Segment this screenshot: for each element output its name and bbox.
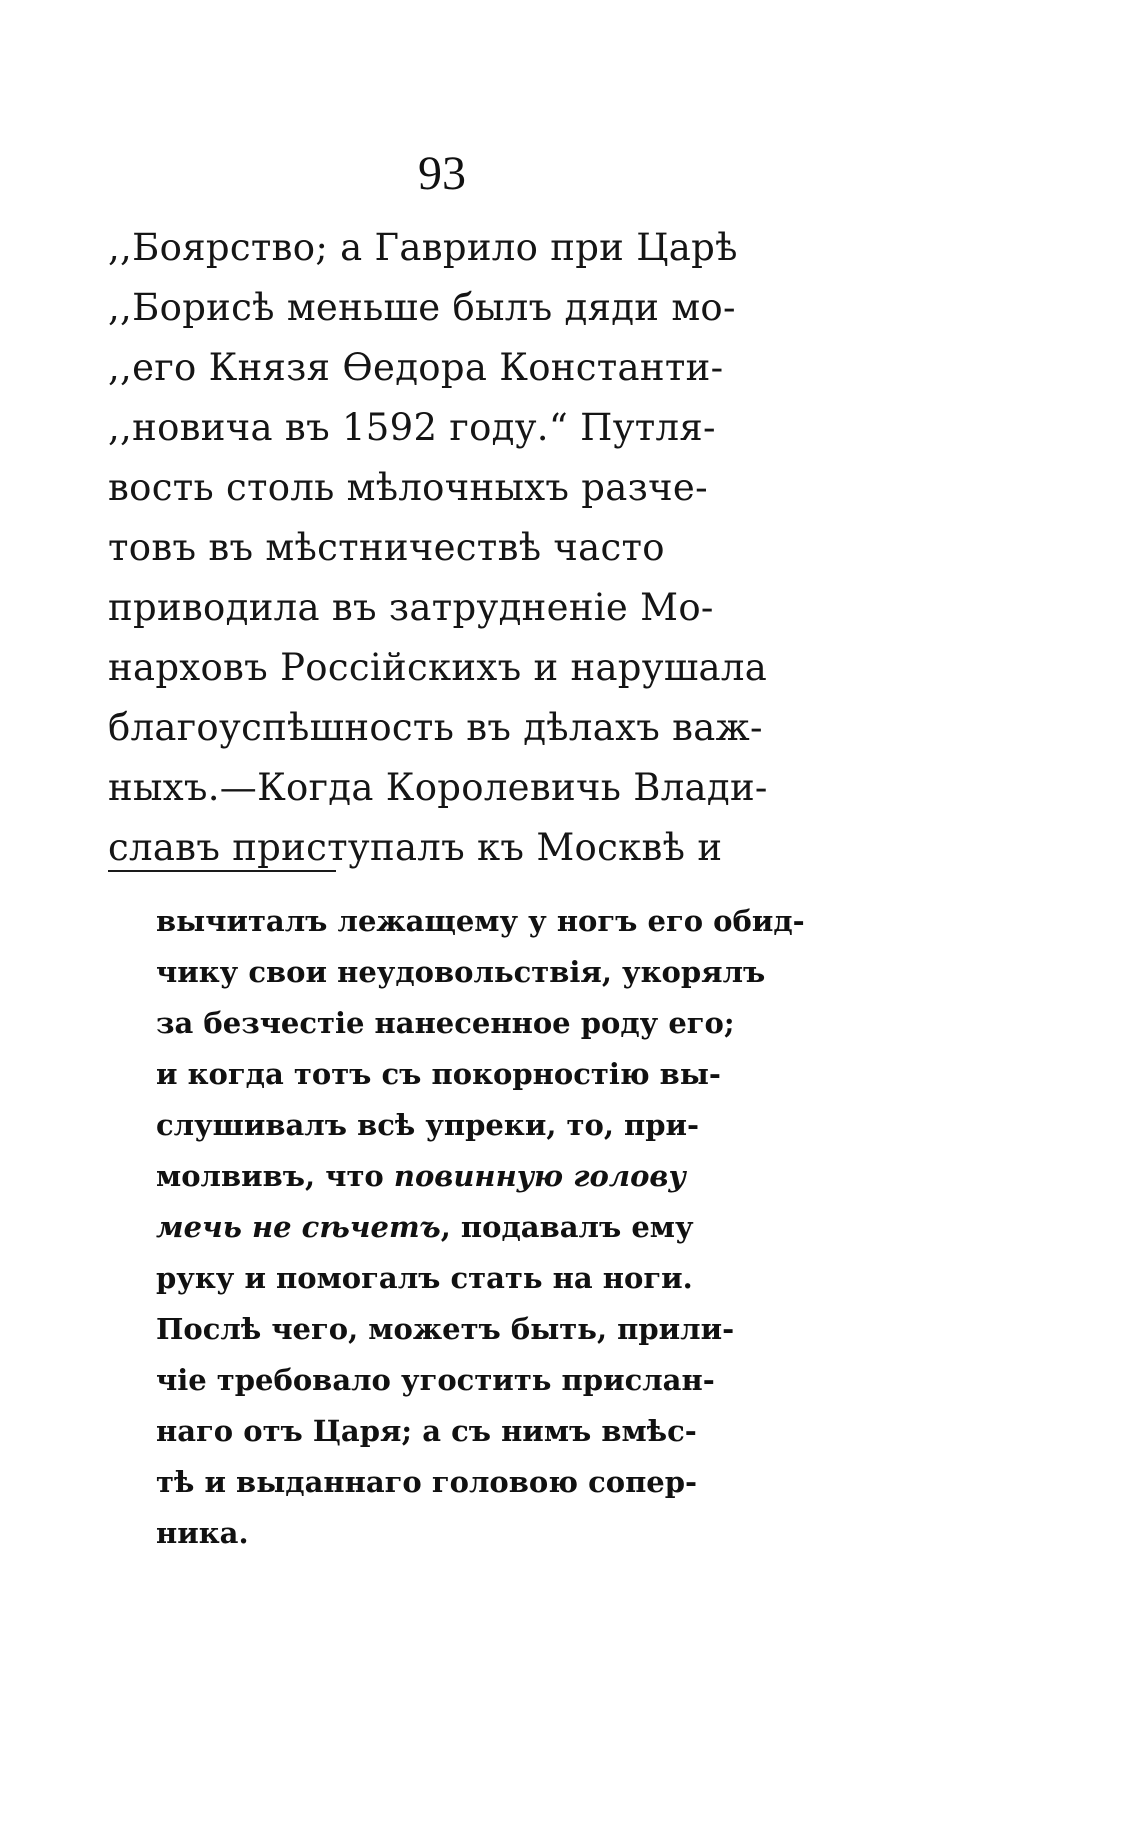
main-text-line: ныхъ.—Когда Королевичь Влади-	[108, 766, 768, 809]
footnote-line	[156, 1457, 816, 1508]
footnote-line	[156, 896, 816, 947]
footnote-text: ника.	[156, 1516, 249, 1550]
main-text-line: нарховъ Россійскихъ и нарушала	[108, 646, 768, 689]
footnote-line	[156, 1508, 816, 1559]
footnote-text: за безчестіе нанесенное роду его;	[156, 1006, 735, 1040]
main-text-line: ,,Боярство; а Гаврило при Царѣ	[108, 226, 738, 269]
footnote-line	[156, 1304, 816, 1355]
footnote-text: вычиталъ лежащему у ногъ его обид-	[156, 904, 805, 938]
main-text-line: вость столь мѣлочныхъ разче-	[108, 466, 708, 509]
main-text-line: благоуспѣшность въ дѣлахъ важ-	[108, 706, 763, 749]
footnote-line	[156, 1202, 816, 1253]
footnote-text: и когда тотъ съ покорностію вы-	[156, 1057, 721, 1091]
page-number: 93	[418, 147, 466, 200]
footnote-line	[156, 1355, 816, 1406]
footnote-text: чіе требовало угостить прислан-	[156, 1363, 715, 1397]
main-text-block	[108, 218, 828, 878]
footnote-line	[156, 1406, 816, 1457]
footnote-line	[156, 1100, 816, 1151]
main-text-line: ,,его Князя Ѳедора Константи-	[108, 346, 724, 389]
footnote-proverb-text: мечь не сѣчетъ	[156, 1210, 441, 1244]
footnote-line	[156, 998, 816, 1049]
footnote-line	[156, 1253, 816, 1304]
footnote-text: слушивалъ всѣ упреки, то, при-	[156, 1108, 700, 1142]
footnote-divider	[108, 870, 336, 872]
main-text-line: ,,новича въ 1592 году.“ Путля-	[108, 406, 716, 449]
main-text-line: ,,Борисѣ меньше былъ дяди мо-	[108, 286, 736, 329]
footnote-text: руку и помогалъ стать на ноги.	[156, 1261, 693, 1295]
footnote-text: , подавалъ ему	[440, 1210, 694, 1244]
footnote-block	[156, 896, 816, 1559]
footnote-text: чику свои неудовольствія, укорялъ	[156, 955, 766, 989]
footnote-text: наго отъ Царя; а съ нимъ вмѣс-	[156, 1414, 697, 1448]
footnote-proverb-text: повинную голову	[393, 1159, 686, 1193]
main-text-line: товъ въ мѣстничествѣ часто	[108, 526, 665, 569]
footnote-text: Послѣ чего, можетъ быть, прили-	[156, 1312, 735, 1346]
footnote-line	[156, 947, 816, 998]
footnote-line	[156, 1049, 816, 1100]
main-text-line: славъ приступалъ къ Москвѣ и	[108, 826, 723, 869]
footnote-text: тѣ и выданнаго головою сопер-	[156, 1465, 698, 1499]
footnote-text: молвивъ, что	[156, 1159, 394, 1193]
main-text-line: приводила въ затрудненіе Мо-	[108, 586, 714, 629]
footnote-line	[156, 1151, 816, 1202]
